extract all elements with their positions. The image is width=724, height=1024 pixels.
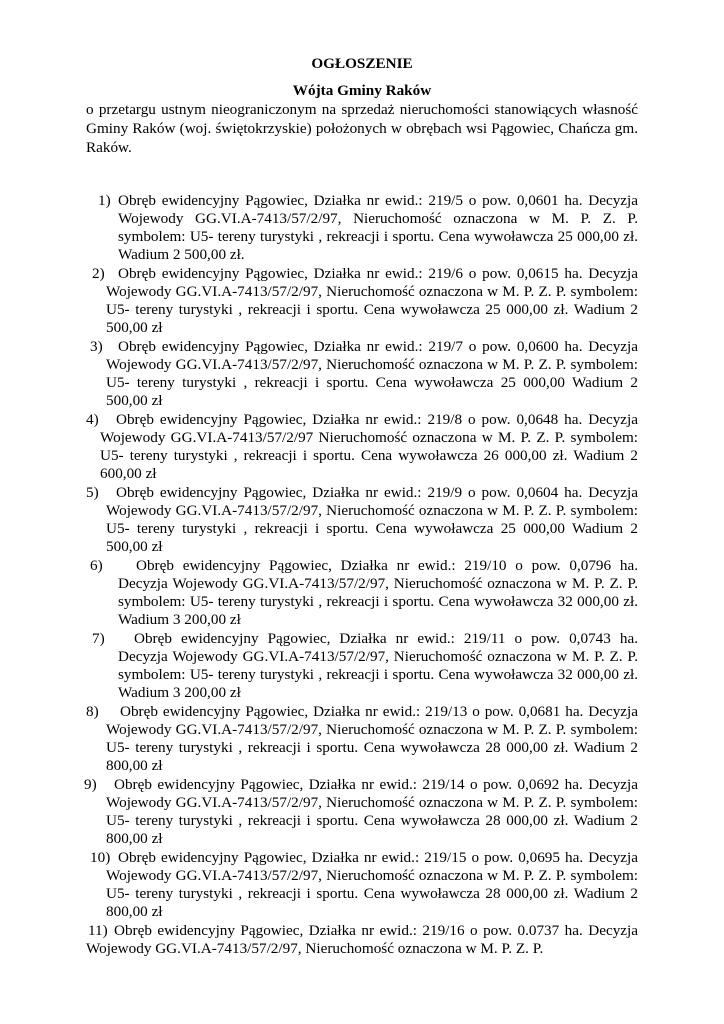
document-subtitle: Wójta Gminy Raków [292, 82, 432, 99]
item-text: Obręb ewidencyjny Pągowiec, Działka nr ewid.: 219/15 o pow. 0,0695 ha. Decyzja Wojewody GG.VI.A-7413/57/2/97, Nieruchomość oznaczona w M. P. Z. P. symbolem: U5- tereny turystyki , rekreacji i sportu. Cena wywoławcza 28 000,00 zł. Wadium 2 800,00 zł [106, 849, 638, 920]
list-item [86, 192, 638, 265]
item-number: 2) [92, 265, 105, 282]
item-number: 1) [98, 192, 111, 209]
list-item [86, 265, 638, 338]
announcement-page [86, 54, 638, 959]
item-text: Obręb ewidencyjny Pągowiec, Działka nr ewid.: 219/16 o pow. 0.0737 ha. Decyzja Wojewody GG.VI.A-7413/57/2/97, Nieruchomość oznaczona w M. P. Z. P. [86, 922, 638, 957]
list-item [86, 484, 638, 557]
list-item [86, 338, 638, 411]
item-text: Obręb ewidencyjny Pągowiec, Działka nr ewid.: 219/10 o pow. 0,0796 ha. Decyzja Wojewody GG.VI.A-7413/57/2/97, Nieruchomość oznaczona w M. P. Z. P. symbolem: U5- tereny turystyki , rekreacji i sportu. Cena wywoławcza 32 000,00 zł. Wadium 3 200,00 zł [118, 557, 638, 628]
item-text: Obręb ewidencyjny Pągowiec, Działka nr ewid.: 219/5 o pow. 0,0601 ha. Decyzja Wojewody GG.VI.A-7413/57/2/97, Nieruchomość oznaczona w M. P. Z. P. symbolem: U5- tereny turystyki , rekreacji i sportu. Cena wywoławcza 25 000,00 zł. Wadium 2 500,00 zł. [118, 192, 638, 263]
item-text: Obręb ewidencyjny Pągowiec, Działka nr ewid.: 219/13 o pow. 0,0681 ha. Decyzja Wojewody GG.VI.A-7413/57/2/97, Nieruchomość oznaczona w M. P. Z. P. symbolem: U5- tereny turystyki , rekreacji i sportu. Cena wywoławcza 28 000,00 zł. Wadium 2 800,00 zł [106, 703, 638, 774]
item-number: 5) [86, 484, 99, 501]
item-number: 11) [88, 922, 108, 939]
list-item [86, 703, 638, 776]
list-item [86, 557, 638, 630]
item-text: Obręb ewidencyjny Pągowiec, Działka nr ewid.: 219/6 o pow. 0,0615 ha. Decyzja Wojewody GG.VI.A-7413/57/2/97, Nieruchomość oznaczona w M. P. Z. P. symbolem: U5- tereny turystyki , rekreacji i sportu. Cena wywoławcza 25 000,00 zł. Wadium 2 500,00 zł [106, 265, 638, 336]
item-number: 8) [86, 703, 99, 720]
item-text: Obręb ewidencyjny Pągowiec, Działka nr ewid.: 219/14 o pow. 0,0692 ha. Decyzja Wojewody GG.VI.A-7413/57/2/97, Nieruchomość oznaczona w M. P. Z. P. symbolem: U5- tereny turystyki , rekreacji i sportu. Cena wywoławcza 28 000,00 zł. Wadium 2 800,00 zł [106, 776, 638, 847]
plot-list [86, 192, 638, 959]
item-number: 9) [84, 776, 97, 793]
list-item [86, 922, 638, 959]
list-item [86, 849, 638, 922]
item-text: Obręb ewidencyjny Pągowiec, Działka nr ewid.: 219/9 o pow. 0,0604 ha. Decyzja Wojewody GG.VI.A-7413/57/2/97, Nieruchomość oznaczona w M. P. Z. P. symbolem: U5- tereny turystyki , rekreacji i sportu. Cena wywoławcza 25 000,00 Wadium 2 500,00 zł [106, 484, 638, 555]
list-item [86, 630, 638, 703]
item-number: 7) [92, 630, 105, 647]
item-number: 6) [90, 557, 103, 574]
item-text: Obręb ewidencyjny Pągowiec, Działka nr ewid.: 219/11 o pow. 0,0743 ha. Decyzja Wojewody GG.VI.A-7413/57/2/97, Nieruchomość oznaczona w M. P. Z. P. symbolem: U5- tereny turystyki , rekreacji i sportu. Cena wywoławcza 32 000,00 zł. Wadium 3 200,00 zł [118, 630, 638, 701]
intro-paragraph: o przetargu ustnym nieograniczonym na sprzedaż nieruchomości stanowiących własność Gminy Raków (woj. świętokrzyskie) położonych w obrębach wsi Pągowiec, Chańcza gm. Raków. [86, 101, 638, 156]
list-item [86, 776, 638, 849]
document-title: OGŁOSZENIE [311, 55, 413, 72]
item-number: 10) [90, 849, 111, 866]
list-item [86, 411, 638, 484]
item-text: Obręb ewidencyjny Pągowiec, Działka nr ewid.: 219/7 o pow. 0,0600 ha. Decyzja Wojewody GG.VI.A-7413/57/2/97, Nieruchomość oznaczona w M. P. Z. P. symbolem: U5- tereny turystyki , rekreacji i sportu. Cena wywoławcza 25 000,00 Wadium 2 500,00 zł [106, 338, 638, 409]
item-number: 4) [86, 411, 99, 428]
item-text: Obręb ewidencyjny Pągowiec, Działka nr ewid.: 219/8 o pow. 0,0648 ha. Decyzja Wojewody GG.VI.A-7413/57/2/97 Nieruchomość oznaczona w M. P. Z. P. symbolem: U5- tereny turystyki , rekreacji i sportu. Cena wywoławcza 26 000,00 zł. Wadium 2 600,00 zł [100, 411, 638, 482]
item-number: 3) [90, 338, 103, 355]
